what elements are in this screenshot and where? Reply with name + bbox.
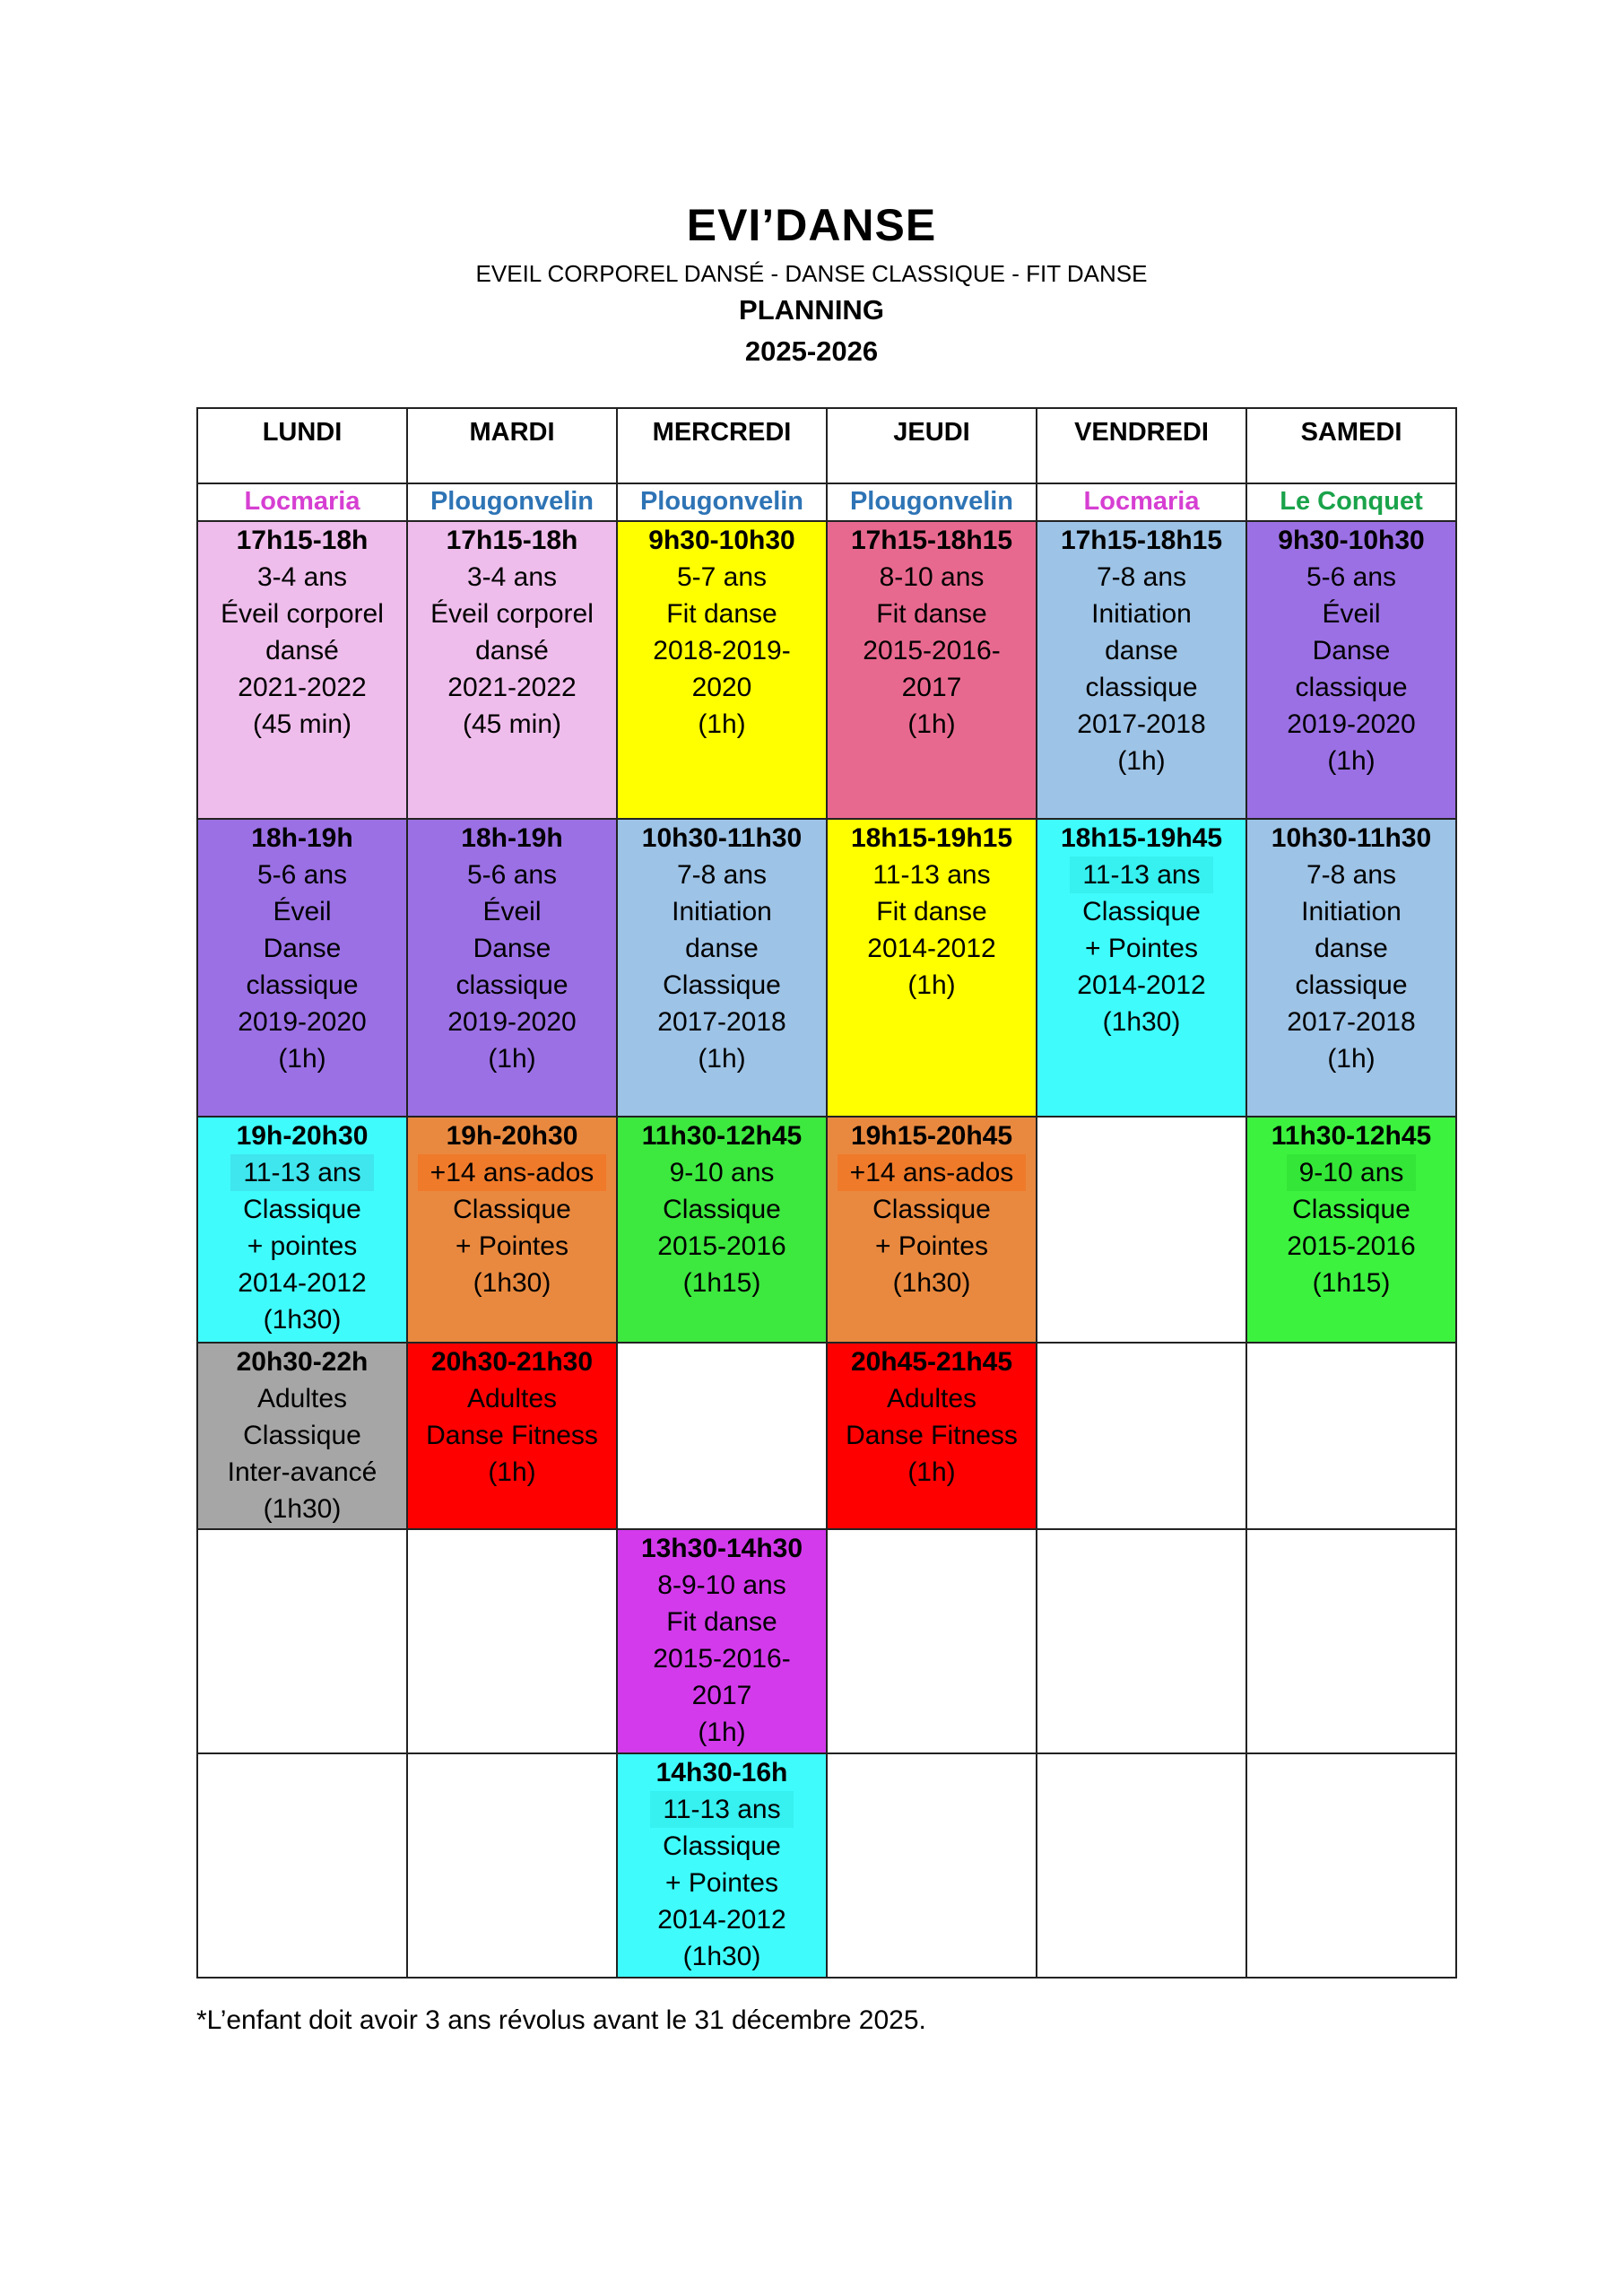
- slot-detail: (1h): [907, 709, 956, 739]
- class-slot: [1246, 521, 1456, 819]
- slot-detail: 2018-2019-: [653, 636, 791, 665]
- day-header: SAMEDI: [1246, 408, 1456, 483]
- slot-age: Adultes: [256, 1384, 348, 1413]
- class-slot: [827, 1117, 1037, 1343]
- slot-detail: 2021-2022: [447, 673, 577, 702]
- location-label: Locmaria: [197, 483, 407, 521]
- slot-detail: 2017-2018: [1287, 1007, 1416, 1037]
- slot-detail: 2020: [691, 673, 752, 702]
- class-slot: [1246, 819, 1456, 1117]
- slot-detail: 2015-2016: [657, 1231, 786, 1261]
- slot-detail: 2015-2016: [1287, 1231, 1416, 1261]
- slot-detail: dansé: [475, 636, 549, 665]
- schedule-table: [196, 407, 1457, 1979]
- class-slot: [827, 819, 1037, 1117]
- slot-detail: 2019-2020: [1287, 709, 1416, 739]
- slot-detail: 2017: [691, 1681, 752, 1710]
- class-slot: [1037, 819, 1246, 1117]
- class-slot: [1246, 1117, 1456, 1343]
- slot-detail: Classique: [663, 1831, 781, 1861]
- slot-detail: Classique: [1082, 897, 1201, 926]
- location-label: Plougonvelin: [407, 483, 617, 521]
- class-slot: [617, 1117, 827, 1343]
- slot-detail: Classique: [872, 1195, 991, 1224]
- slot-age-highlight: +14 ans-ados: [418, 1154, 607, 1191]
- slot-detail: Éveil corporel: [430, 599, 594, 629]
- empty-slot: [197, 1529, 407, 1753]
- class-slot: [407, 819, 617, 1117]
- slot-detail: (1h15): [1312, 1268, 1391, 1298]
- schedule-row: [197, 819, 1456, 1117]
- slot-detail: (1h): [488, 1044, 536, 1074]
- empty-slot: [1037, 1343, 1246, 1529]
- slot-detail: (1h): [1117, 746, 1166, 776]
- class-slot: [407, 521, 617, 819]
- days-row: [197, 408, 1456, 483]
- slot-age-highlight: 11-13 ans: [1070, 857, 1212, 893]
- schedule-row: [197, 1343, 1456, 1529]
- class-slot: [1037, 521, 1246, 819]
- class-slot: [407, 1117, 617, 1343]
- slot-detail: classique: [1295, 970, 1408, 1000]
- day-header: LUNDI: [197, 408, 407, 483]
- slot-time: 17h15-18h15: [1060, 526, 1223, 555]
- class-slot: [197, 819, 407, 1117]
- slot-detail: danse: [1315, 934, 1388, 963]
- slot-detail: 2014-2012: [1077, 970, 1206, 1000]
- document-title: EVI’DANSE: [686, 200, 937, 250]
- slot-detail: danse: [685, 934, 759, 963]
- slot-detail: Éveil: [273, 897, 332, 926]
- slot-age: 5-6 ans: [1306, 562, 1397, 592]
- class-slot: [617, 1753, 827, 1978]
- slot-age: 11-13 ans: [872, 860, 991, 890]
- class-slot: [407, 1343, 617, 1529]
- empty-slot: [407, 1529, 617, 1753]
- slot-detail: 2021-2022: [238, 673, 367, 702]
- slot-detail: (1h30): [892, 1268, 971, 1298]
- slot-detail: (1h30): [1102, 1007, 1181, 1037]
- slot-age-highlight: 9-10 ans: [1287, 1154, 1417, 1191]
- slot-age: [1247, 1154, 1455, 1191]
- slot-detail: classique: [1085, 673, 1198, 702]
- slot-age-highlight: +14 ans-ados: [838, 1154, 1027, 1191]
- slot-time: 10h30-11h30: [1271, 823, 1432, 853]
- slot-detail: (45 min): [252, 709, 352, 739]
- slot-detail: (45 min): [462, 709, 562, 739]
- slot-detail: Initiation: [1301, 897, 1402, 926]
- slot-age: [618, 1791, 826, 1828]
- slot-detail: 2014-2012: [238, 1268, 367, 1298]
- slot-detail: (1h30): [263, 1305, 342, 1335]
- slot-time: 19h15-20h45: [850, 1121, 1013, 1151]
- slot-detail: (1h): [907, 1457, 956, 1487]
- schedule-row: [197, 1117, 1456, 1343]
- slot-detail: 2015-2016-: [863, 636, 1001, 665]
- planning-heading: PLANNING: [739, 294, 884, 326]
- slot-age: [828, 1154, 1036, 1191]
- slot-detail: Initiation: [1091, 599, 1192, 629]
- slot-age: 8-9-10 ans: [657, 1570, 786, 1600]
- slot-detail: (1h): [278, 1044, 326, 1074]
- slot-detail: 2017-2018: [657, 1007, 786, 1037]
- slot-time: 9h30-10h30: [648, 526, 795, 555]
- location-label: Locmaria: [1037, 483, 1246, 521]
- slot-age: 7-8 ans: [1096, 562, 1187, 592]
- location-label: Plougonvelin: [827, 483, 1037, 521]
- slot-age: 3-4 ans: [466, 562, 558, 592]
- empty-slot: [617, 1343, 827, 1529]
- slot-detail: classique: [456, 970, 568, 1000]
- slot-detail: + Pointes: [875, 1231, 988, 1261]
- footnote: *L’enfant doit avoir 3 ans révolus avant le 31 décembre 2025.: [196, 2005, 926, 2035]
- slot-detail: (1h30): [263, 1494, 342, 1524]
- slot-detail: 2014-2012: [867, 934, 996, 963]
- season-year: 2025-2026: [744, 335, 879, 367]
- slot-detail: Initiation: [672, 897, 772, 926]
- slot-age-highlight: 11-13 ans: [230, 1154, 373, 1191]
- slot-detail: Classique: [663, 970, 781, 1000]
- class-slot: [827, 521, 1037, 819]
- slot-detail: + pointes: [247, 1231, 358, 1261]
- schedule-row: [197, 1529, 1456, 1753]
- schedule-row: [197, 521, 1456, 819]
- slot-time: 19h-20h30: [446, 1121, 578, 1151]
- slot-detail: (1h): [1327, 1044, 1376, 1074]
- slot-time: 11h30-12h45: [641, 1121, 803, 1151]
- slot-detail: Danse: [473, 934, 551, 963]
- slot-time: 18h-19h: [251, 823, 353, 853]
- slot-age: Adultes: [466, 1384, 558, 1413]
- slot-detail: Danse Fitness: [846, 1421, 1018, 1450]
- slot-time: 20h30-22h: [236, 1347, 369, 1377]
- slot-age: 8-10 ans: [879, 562, 985, 592]
- slot-detail: Éveil: [482, 897, 542, 926]
- slot-age: 7-8 ans: [1306, 860, 1397, 890]
- slot-time: 17h15-18h15: [850, 526, 1013, 555]
- slot-age: 5-6 ans: [466, 860, 558, 890]
- slot-detail: (1h): [698, 709, 746, 739]
- class-slot: [197, 1117, 407, 1343]
- slot-detail: Classique: [663, 1195, 781, 1224]
- class-slot: [197, 1343, 407, 1529]
- empty-slot: [1246, 1529, 1456, 1753]
- slot-detail: Classique: [243, 1195, 361, 1224]
- empty-slot: [1037, 1753, 1246, 1978]
- slot-time: 11h30-12h45: [1271, 1121, 1432, 1151]
- slot-detail: + Pointes: [1085, 934, 1198, 963]
- slot-age: [198, 1154, 406, 1191]
- slot-detail: (1h): [488, 1457, 536, 1487]
- slot-age: 5-6 ans: [256, 860, 348, 890]
- slot-detail: Danse: [263, 934, 342, 963]
- slot-age: 5-7 ans: [676, 562, 768, 592]
- class-slot: [827, 1343, 1037, 1529]
- slot-detail: danse: [1105, 636, 1178, 665]
- locations-row: [197, 483, 1456, 521]
- slot-detail: classique: [1295, 673, 1408, 702]
- slot-time: 9h30-10h30: [1278, 526, 1425, 555]
- slot-detail: 2014-2012: [657, 1905, 786, 1935]
- slot-detail: (1h): [698, 1044, 746, 1074]
- slot-time: 14h30-16h: [655, 1758, 788, 1787]
- slot-time: 17h15-18h: [446, 526, 578, 555]
- slot-detail: + Pointes: [456, 1231, 568, 1261]
- class-slot: [617, 521, 827, 819]
- class-slot: [197, 521, 407, 819]
- slot-detail: Fit danse: [666, 1607, 777, 1637]
- class-slot: [617, 819, 827, 1117]
- day-header: MERCREDI: [617, 408, 827, 483]
- slot-detail: 2017: [901, 673, 962, 702]
- location-label: Plougonvelin: [617, 483, 827, 521]
- empty-slot: [827, 1753, 1037, 1978]
- slot-detail: Fit danse: [876, 897, 987, 926]
- slot-detail: Éveil: [1322, 599, 1381, 629]
- slot-detail: Classique: [453, 1195, 571, 1224]
- slot-time: 18h-19h: [461, 823, 563, 853]
- empty-slot: [1246, 1753, 1456, 1978]
- slot-detail: dansé: [265, 636, 339, 665]
- slot-detail: Danse: [1312, 636, 1391, 665]
- slot-detail: Fit danse: [876, 599, 987, 629]
- slot-detail: (1h): [1327, 746, 1376, 776]
- slot-detail: Éveil corporel: [221, 599, 384, 629]
- slot-age-highlight: 11-13 ans: [650, 1791, 793, 1828]
- slot-detail: Classique: [1292, 1195, 1410, 1224]
- empty-slot: [197, 1753, 407, 1978]
- slot-detail: Inter-avancé: [227, 1457, 378, 1487]
- day-header: MARDI: [407, 408, 617, 483]
- slot-detail: (1h30): [682, 1942, 761, 1971]
- slot-time: 20h30-21h30: [430, 1347, 594, 1377]
- slot-detail: Classique: [243, 1421, 361, 1450]
- slot-time: 13h30-14h30: [640, 1534, 803, 1563]
- slot-time: 18h15-19h15: [850, 823, 1013, 853]
- slot-age: 9-10 ans: [669, 1158, 775, 1187]
- slot-detail: 2019-2020: [238, 1007, 367, 1037]
- empty-slot: [1037, 1529, 1246, 1753]
- empty-slot: [1037, 1117, 1246, 1343]
- slot-detail: 2015-2016-: [653, 1644, 791, 1674]
- slot-detail: Fit danse: [666, 599, 777, 629]
- slot-detail: 2019-2020: [447, 1007, 577, 1037]
- slot-time: 18h15-19h45: [1060, 823, 1223, 853]
- day-header: VENDREDI: [1037, 408, 1246, 483]
- slot-age: 3-4 ans: [256, 562, 348, 592]
- slot-detail: (1h): [698, 1718, 746, 1747]
- slot-detail: classique: [246, 970, 359, 1000]
- slot-detail: (1h): [907, 970, 956, 1000]
- slot-time: 20h45-21h45: [850, 1347, 1013, 1377]
- slot-age: [1037, 857, 1245, 893]
- slot-time: 17h15-18h: [236, 526, 369, 555]
- empty-slot: [1246, 1343, 1456, 1529]
- slot-time: 10h30-11h30: [641, 823, 803, 853]
- location-label: Le Conquet: [1246, 483, 1456, 521]
- slot-detail: + Pointes: [665, 1868, 778, 1898]
- empty-slot: [407, 1753, 617, 1978]
- slot-time: 19h-20h30: [236, 1121, 369, 1151]
- slot-age: Adultes: [886, 1384, 977, 1413]
- slot-detail: (1h30): [473, 1268, 551, 1298]
- day-header: JEUDI: [827, 408, 1037, 483]
- empty-slot: [827, 1529, 1037, 1753]
- slot-age: 7-8 ans: [676, 860, 768, 890]
- schedule-row: [197, 1753, 1456, 1978]
- slot-detail: 2017-2018: [1077, 709, 1206, 739]
- document-subtitle: EVEIL CORPOREL DANSÉ - DANSE CLASSIQUE - FIT DANSE: [475, 260, 1148, 287]
- slot-detail: (1h15): [682, 1268, 761, 1298]
- class-slot: [617, 1529, 827, 1753]
- slot-age: [408, 1154, 616, 1191]
- slot-detail: Danse Fitness: [426, 1421, 598, 1450]
